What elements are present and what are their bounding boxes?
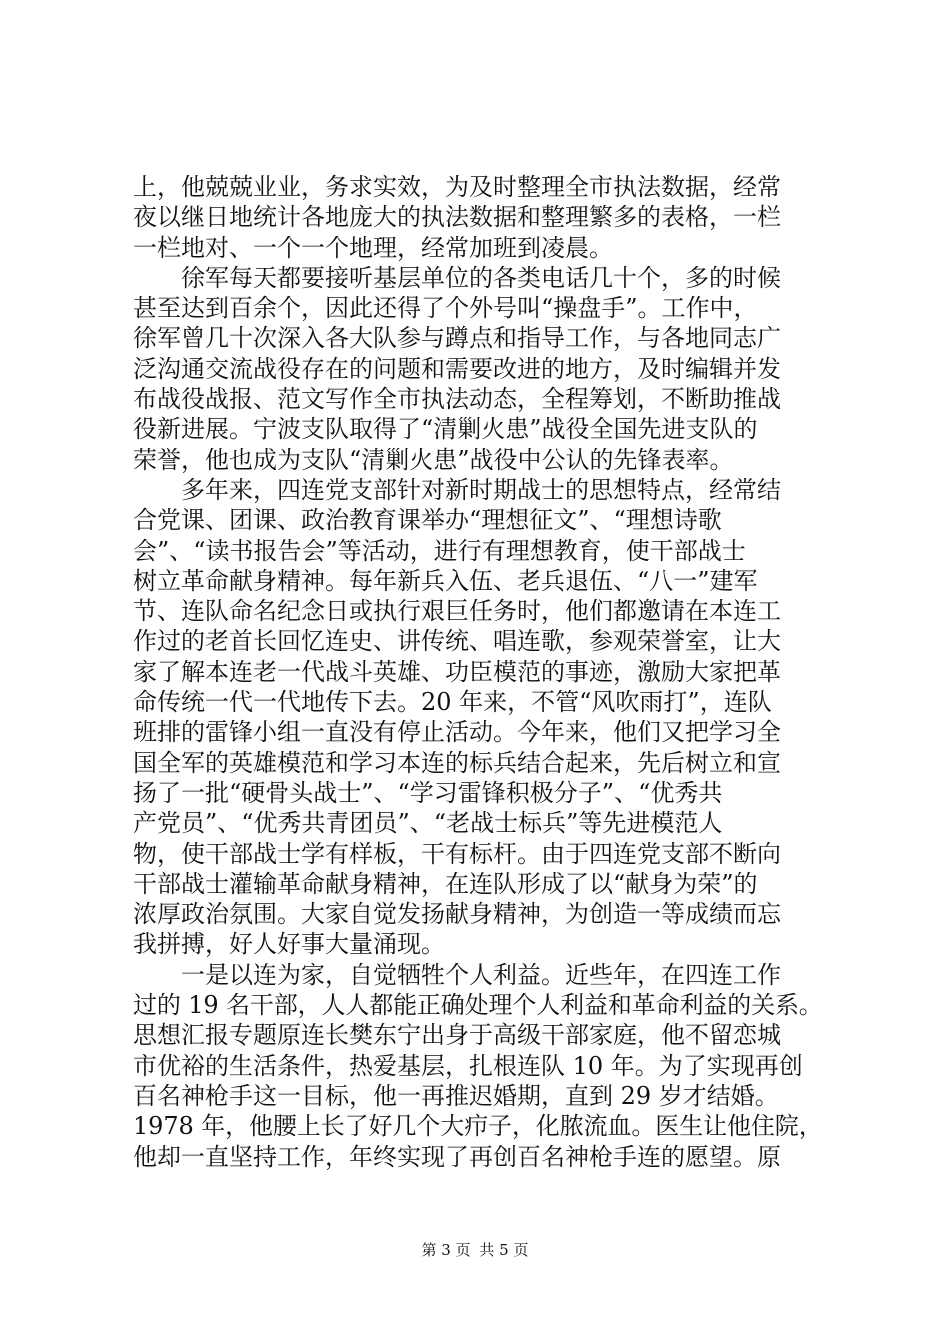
text-line: 产党员”、“优秀共青团员”、“老战士标兵”等先进模范人 — [133, 809, 723, 838]
text-line: 市优裕的生活条件，热爱基层，扎根连队 10 年。为了实现再创 — [133, 1051, 803, 1080]
text-line: 上，他兢兢业业，务求实效，为及时整理全市执法数据，经常 — [133, 173, 781, 201]
text-line: 一是以连为家，自觉牺牲个人利益。近些年，在四连工作 — [133, 960, 781, 989]
page-total: 共 5 页 — [479, 1241, 529, 1259]
text-line: 徐军每天都要接听基层单位的各类电话几十个，多的时候 — [133, 263, 781, 292]
text-line: 会”、“读书报告会”等活动，进行有理想教育，使干部战士 — [133, 536, 746, 565]
text-line: 合党课、团课、政治教育课举办“理想征文”、“理想诗歌 — [133, 506, 722, 535]
text-line: 国全军的英雄模范和学习本连的标兵结合起来，先后树立和宣 — [133, 748, 781, 777]
text-line: 班排的雷锋小组一直没有停止活动。今年来，他们又把学习全 — [133, 718, 781, 747]
text-line: 1978 年，他腰上长了好几个大疖子，化脓流血。医生让他住院， — [133, 1112, 823, 1141]
text-line: 夜以继日地统计各地庞大的执法数据和整理繁多的表格，一栏 — [133, 203, 781, 232]
text-line: 浓厚政治氛围。大家自觉发扬献身精神，为创造一等成绩而忘 — [133, 900, 781, 929]
text-line: 扬了一批“硬骨头战士”、“学习雷锋积极分子”、“优秀共 — [133, 778, 723, 807]
page-number: 第 3 页 — [421, 1241, 471, 1259]
text-line: 一栏地对、一个一个地理，经常加班到凌晨。 — [133, 233, 613, 262]
text-line: 干部战士灌输革命献身精神，在连队形成了以“献身为荣”的 — [133, 869, 758, 898]
text-line: 树立革命献身精神。每年新兵入伍、老兵退伍、“八一”建军 — [133, 566, 758, 595]
text-line: 徐军曾几十次深入各大队参与蹲点和指导工作，与各地同志广 — [133, 324, 781, 353]
text-line: 家了解本连老一代战斗英雄、功臣模范的事迹，激励大家把革 — [133, 657, 781, 686]
text-line: 他却一直坚持工作，年终实现了再创百名神枪手连的愿望。原 — [133, 1142, 781, 1171]
text-line: 思想汇报专题原连长樊东宁出身于高级干部家庭，他不留恋城 — [133, 1021, 781, 1050]
text-line: 甚至达到百余个，因此还得了个外号叫“操盘手”。工作中， — [133, 294, 758, 323]
text-line: 物，使干部战士学有样板，干有标杆。由于四连党支部不断向 — [133, 839, 781, 868]
text-line: 荣誉，他也成为支队“清剿火患”战役中公认的先锋表率。 — [133, 445, 734, 474]
document-body — [133, 172, 823, 1172]
text-line: 过的 19 名干部，人人都能正确处理个人利益和革命利益的关系。 — [133, 991, 823, 1020]
text-line: 命传统一代一代地传下去。20 年来，不管“风吹雨打”，连队 — [133, 688, 772, 717]
text-line: 役新进展。宁波支队取得了“清剿火患”战役全国先进支队的 — [133, 415, 758, 444]
text-line: 多年来，四连党支部针对新时期战士的思想特点，经常结 — [133, 475, 781, 504]
text-line: 节、连队命名纪念日或执行艰巨任务时，他们都邀请在本连工 — [133, 597, 781, 626]
text-line: 百名神枪手这一目标，他一再推迟婚期，直到 29 岁才结婚。 — [133, 1081, 779, 1110]
text-line: 我拼搏，好人好事大量涌现。 — [133, 930, 445, 959]
page-footer — [0, 1240, 950, 1260]
text-line: 作过的老首长回忆连史、讲传统、唱连歌，参观荣誉室，让大 — [133, 627, 781, 656]
text-line: 泛沟通交流战役存在的问题和需要改进的地方，及时编辑并发 — [133, 354, 781, 383]
text-line: 布战役战报、范文写作全市执法动态，全程筹划，不断助推战 — [133, 385, 781, 414]
